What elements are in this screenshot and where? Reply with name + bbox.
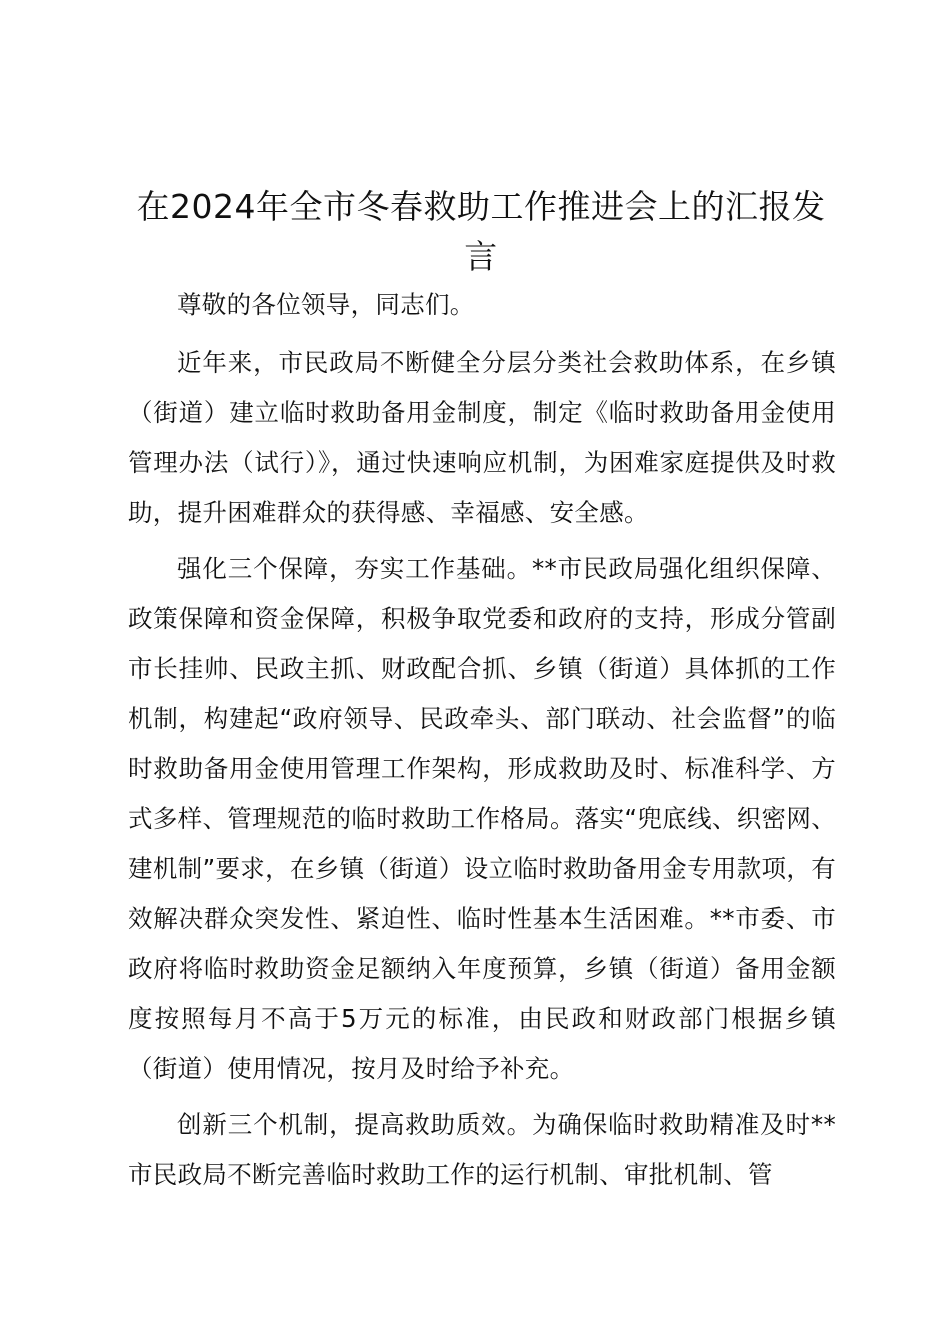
salutation-paragraph: 尊敬的各位领导，同志们。 — [177, 290, 475, 319]
document-title: 在2024年全市冬春救助工作推进会上的汇报发言 — [136, 187, 826, 276]
guarantee-paragraph: 强化三个保障，夯实工作基础。**市民政局强化组织保障、政策保障和资金保障，积极争取党委和政府的支持，形成分管副市长挂帅、民政主抓、财政配合抓、乡镇（街道）具体抓的工作机制，构建起“政府领导、民政牵头、部门联动、社会监督”的临时救助备用金使用管理工作架构，形成救助及时、标准科学、方式多样、管理规范的临时救助工作格局。落实“兜底线、织密网、建机制”要求，在乡镇（街道）设立临时救助备用金专用款项，有效解决群众突发性、紧迫性、临时性基本生活困难。**市委、市政府将临时救助资金足额纳入年度预算，乡镇（街道）备用金额度按照每月不高于5万元的标准，由民政和财政部门根据乡镇（街道）使用情况，按月及时给予补充。 — [128, 554, 836, 1083]
intro-paragraph: 近年来，市民政局不断健全分层分类社会救助体系，在乡镇（街道）建立临时救助备用金制度，制定《临时救助备用金使用管理办法（试行）》，通过快速响应机制，为困难家庭提供及时救助，提升困难群众的获得感、幸福感、安全感。 — [128, 348, 836, 527]
document-body — [128, 280, 836, 1206]
mechanism-paragraph: 创新三个机制，提高救助质效。为确保临时救助精准及时**市民政局不断完善临时救助工作的运行机制、审批机制、管 — [128, 1110, 836, 1189]
